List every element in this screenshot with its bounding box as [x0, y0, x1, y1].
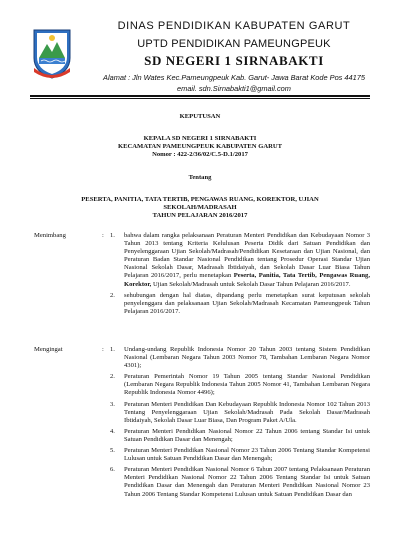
decree-topic-line2: SEKOLAH/MADRASAH: [163, 204, 237, 211]
section-menimbang: [30, 232, 370, 316]
letterhead-agency: DINAS PENDIDIKAN KABUPATEN GARUT: [117, 20, 351, 32]
decree-issuer-region: KECAMATAN PAMEUNGPEUK KABUPATEN GARUT: [117, 143, 283, 150]
item-number: 3.: [110, 400, 115, 408]
list-item: [30, 373, 370, 397]
item-number: 2.: [110, 291, 115, 299]
section-label: Menimbang: [34, 232, 66, 239]
item-number: 4.: [110, 427, 115, 435]
list-item: [30, 401, 370, 425]
list-item: [30, 466, 370, 498]
list-item: [30, 232, 370, 289]
item-number: 1.: [110, 232, 115, 239]
letterhead-unit: UPTD PENDIDIKAN PAMEUNGPEUK: [137, 38, 331, 50]
letterhead-school-name: SD NEGERI 1 SIRNABAKTI: [144, 53, 324, 68]
decree-topic-line1: PESERTA, PANITIA, TATA TERTIB, PENGAWAS RUANG, KOREKTOR, UJIAN: [81, 196, 319, 203]
decree-number: Nomor : 422-2/36/02/C.5-D.1/2017: [152, 151, 248, 158]
decree-about-label: Tentang: [188, 174, 212, 181]
item-text: sehubungan dengan hal diatas, dipandang perlu menetapkan surat keputusan sekolah penyelenggara dan pelaksanaan Ujian Sekolah/Madrasah Kecamatan Pameungpeuk Tahun Pelajaran 2016/2017.: [124, 291, 370, 315]
item-number: 2.: [110, 373, 115, 381]
section-label: Mengingat: [34, 346, 63, 353]
list-item: [30, 346, 370, 370]
letterhead-address: Alamat : Jln Wates Kec.Pameungpeuk Kab. Garut- Jawa Barat Kode Pos 44175: [103, 73, 365, 82]
decree-topic-line3: TAHUN PELAJARAN 2016/2017: [152, 212, 248, 219]
item-text: Peraturan Menteri Pendidikan Nasional Nomor 6 Tahun 2007 tentang Pelaksanaan Peraturan Menteri Pendidikan Nasional Nomor 22 Tahun 2006 Tentang Standar Isi untuk Satuan Pendidikan Dasar dan Menengah dan Peraturan Menteri Pendidikan Nasional Nomor 23 Tahun 2006 Tentang Standar Kompetensi Lulusan untuk Satuan Pendidikan Dasar dan: [124, 466, 370, 498]
section-mengingat: [30, 346, 370, 499]
list-item: [30, 292, 370, 316]
item-text-bold: Peserta, Panitia, Tata Tertib, Pengawas Ruang, Korektor,: [124, 272, 370, 288]
item-number: 5.: [110, 447, 115, 455]
letterhead-divider-thick: [30, 95, 370, 97]
item-number: 6.: [110, 466, 115, 474]
item-text: Peraturan Menteri Pendidikan Nasional Nomor 23 Tahun 2006 Tentang Standar Kompetensi Lulusan untuk Satuan Pendidikan Dasar dan Menengah;: [124, 447, 370, 463]
list-item: [30, 447, 370, 463]
item-text: Undang-undang Republik Indonesia Nomor 20 Tahun 2003 tentang Sistem Pendidikan Nasional (Lembaran Negara Tahun 2003 Nomor 78, Tambahan Lembaran Negara Nomor 4301);: [124, 346, 370, 370]
item-text: bahwa dalam rangka pelaksanaan Peraturan Menteri Pendidikan dan Kebudayaan Nomor 3 Tahun 2013 tentang Kriteria Kelulusan Peserta Didik dari Satuan Pendidikan dan Penyelenggaraan Ujian Sekolah/Madrasah/Pendidikan Kesetaraan dan Ujian Nasional, dan Peraturan Badan Standar Nasional Pendidikan tentang Prosedur Operasi Standar Ujian Nasional Sekolah Dasar, Madrasah Ibtidaiyah, dan Sekolah Dasar Luar Biasa Tahun Pelajaran 2016/2017, perlu menetapkan Peserta, Panitia, Tata Tertib, Pengawas Ruang, Korektor, Ujian Sekolah/Madrasah untuk Sekolah Dasar Tahun Pelajaran 2016/2017.: [124, 232, 370, 288]
letterhead-divider-thin: [30, 98, 370, 99]
item-text: Peraturan Menteri Pendidikan Nasional Nomor 22 Tahun 2006 tentang Standar Isi untuk Satuan Pendidikan Dasar dan Menengah;: [124, 427, 370, 443]
item-number: 1.: [110, 346, 115, 353]
item-text: Peraturan Menteri Pendidikan Dan Kebudayaan Republik Indonesia Nomor 102 Tahun 2013 Tentang Penyelenggaraan Ujian Sekolah/Madrasah Pada Sekolah Dasar/Madrasah Ibtidaiyah, Sekolah Dasar Luar Biasa, Dan Program Paket A/Ula.: [124, 400, 370, 424]
section-colon: :: [102, 346, 104, 353]
item-text: Peraturan Pemerintah Nomor 19 Tahun 2005 tentang Standar Nasional Pendidikan (Lembaran Negara Republik Indonesia Tahun 2005 Nomor 41, Tambahan Lembaran Negara Republik Indonesia Nomor 4496);: [124, 373, 370, 397]
list-item: [30, 428, 370, 444]
letterhead-email: email. sdn.Sirnabakti1@gmail.com: [177, 84, 291, 93]
section-colon: :: [102, 232, 104, 239]
garut-regency-emblem-icon: [30, 28, 74, 80]
decree-issuer: KEPALA SD NEGERI 1 SIRNABAKTI: [143, 135, 257, 142]
decree-heading: KEPUTUSAN: [179, 113, 221, 120]
